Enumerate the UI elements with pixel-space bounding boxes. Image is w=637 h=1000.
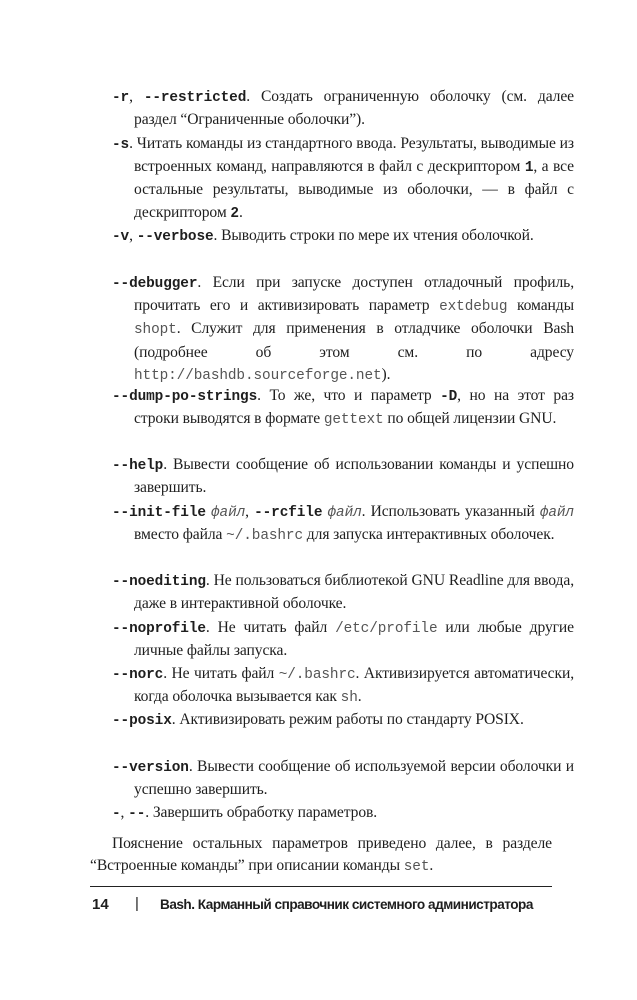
option-description: . Не читать файл bbox=[163, 665, 279, 682]
option-description: . Использовать указанный bbox=[361, 503, 540, 520]
inline-code: set bbox=[403, 859, 430, 876]
option-description: , но на этот раз строки выводятся в формате bbox=[134, 387, 574, 428]
paragraph-text: Пояснение остальных параметров приведено далее, в разделе “Встроенные команды” при описании команды bbox=[90, 835, 552, 875]
fd-number: 2 bbox=[230, 205, 239, 222]
footer-rule bbox=[90, 886, 552, 887]
option-description: команды bbox=[507, 297, 574, 315]
option-flag: --noprofile bbox=[112, 621, 206, 637]
option-flag: --norc bbox=[112, 667, 164, 683]
page-number: 14 bbox=[92, 896, 109, 913]
option-description: или любые другие личные файлы запуска. bbox=[134, 619, 575, 660]
option-argument: файл bbox=[327, 505, 362, 521]
option-flag: --noediting bbox=[112, 574, 206, 590]
option-debugger bbox=[112, 272, 574, 387]
option-s bbox=[112, 133, 574, 225]
option-description: . Не пользоваться библиотекой GNU Readline для ввода, даже в интерактивной оболочке. bbox=[134, 572, 574, 613]
inline-code: sh bbox=[340, 690, 358, 707]
option-flag: --version bbox=[112, 760, 189, 776]
option-flag: --init-file bbox=[112, 505, 206, 521]
option-init-file bbox=[112, 501, 574, 547]
option-norc bbox=[112, 663, 574, 709]
paragraph-text: . bbox=[429, 857, 434, 875]
inline-code: /etc/profile bbox=[335, 621, 438, 637]
option-dump-po-strings bbox=[112, 385, 574, 431]
inline-code: shopt bbox=[134, 322, 177, 339]
option-flag: -v bbox=[112, 229, 130, 245]
option-description: , а все остальные результаты, выводимые из оболочки, — в файл с дескриптором bbox=[134, 158, 574, 221]
url-text: http://bashdb.sourceforge.net bbox=[134, 367, 382, 384]
option-description: по общей лицензии GNU. bbox=[383, 410, 557, 428]
closing-paragraph bbox=[90, 833, 552, 878]
option-description: . bbox=[357, 688, 362, 706]
option-description: . bbox=[238, 203, 243, 221]
option-noediting bbox=[112, 570, 574, 615]
separator: , bbox=[129, 88, 144, 105]
fd-number: 1 bbox=[524, 160, 534, 177]
option-description: для запуска интерактивных оболочек. bbox=[303, 526, 555, 544]
option-description: . Завершить обработку параметров. bbox=[145, 804, 378, 821]
option-description: . Выводить строки по мере их чтения оболочкой. bbox=[213, 227, 534, 244]
option-description: вместо файла bbox=[134, 526, 227, 544]
option-description: . Вывести сообщение об использовании команды и успешно завершить. bbox=[134, 456, 574, 497]
option-flag: --posix bbox=[112, 713, 172, 729]
separator: , bbox=[245, 503, 255, 520]
option-argument: файл bbox=[539, 505, 574, 521]
option-flag: -- bbox=[128, 806, 146, 822]
option-flag: --dump-po-strings bbox=[112, 389, 258, 405]
option-description: . Создать ограниченную оболочку (см. далее раздел “Ограниченные оболочки”). bbox=[134, 88, 574, 129]
option-flag: --help bbox=[112, 458, 164, 474]
running-head: Bash. Карманный справочник системного администратора bbox=[160, 897, 533, 912]
option-flag: --rcfile bbox=[254, 505, 323, 521]
option-description: . Не читать файл bbox=[205, 619, 336, 636]
option-description: . Вывести сообщение об используемой версии оболочки и успешно завершить. bbox=[134, 758, 574, 799]
inline-code: ~/.bashrc bbox=[278, 667, 356, 683]
option-posix bbox=[112, 709, 574, 732]
option-description: . Активизировать режим работы по стандарту POSIX. bbox=[171, 711, 524, 728]
inline-code: ~/.bashrc bbox=[226, 528, 303, 545]
separator: , bbox=[120, 804, 129, 821]
option-flag: --verbose bbox=[136, 229, 214, 245]
option-description: . Если при запуске доступен отладочный профиль, прочитать его и активизировать параметр bbox=[134, 274, 574, 315]
option-description: . То же, что и параметр bbox=[257, 387, 441, 404]
inline-code: extdebug bbox=[439, 299, 508, 316]
option-description: . Служит для применения в отладчике оболочки Bash (подробнее об этом см. по адресу bbox=[134, 320, 574, 361]
option-description: . Читать команды из стандартного ввода. Результаты, выводимые из встроенных команд, направляются в файл с дескриптором bbox=[129, 135, 574, 176]
option-help bbox=[112, 454, 574, 499]
separator: , bbox=[129, 227, 137, 244]
option-flag: - bbox=[112, 806, 121, 822]
option-flag: -D bbox=[440, 389, 458, 405]
option-end-of-options bbox=[112, 802, 574, 825]
option-description: ). bbox=[381, 365, 391, 383]
option-flag: -r bbox=[112, 90, 130, 106]
option-verbose bbox=[112, 225, 574, 248]
option-flag: --restricted bbox=[143, 90, 247, 106]
option-flag: --debugger bbox=[112, 276, 198, 292]
footer-separator: | bbox=[135, 895, 139, 912]
option-restricted bbox=[112, 86, 574, 131]
inline-code: gettext bbox=[323, 412, 384, 429]
option-noprofile bbox=[112, 617, 574, 662]
option-version bbox=[112, 756, 574, 801]
option-flag: -s bbox=[112, 137, 130, 153]
option-argument: файл bbox=[211, 505, 246, 521]
option-description: . Активизируется автоматически, когда оболочка вызывается как bbox=[134, 665, 575, 706]
